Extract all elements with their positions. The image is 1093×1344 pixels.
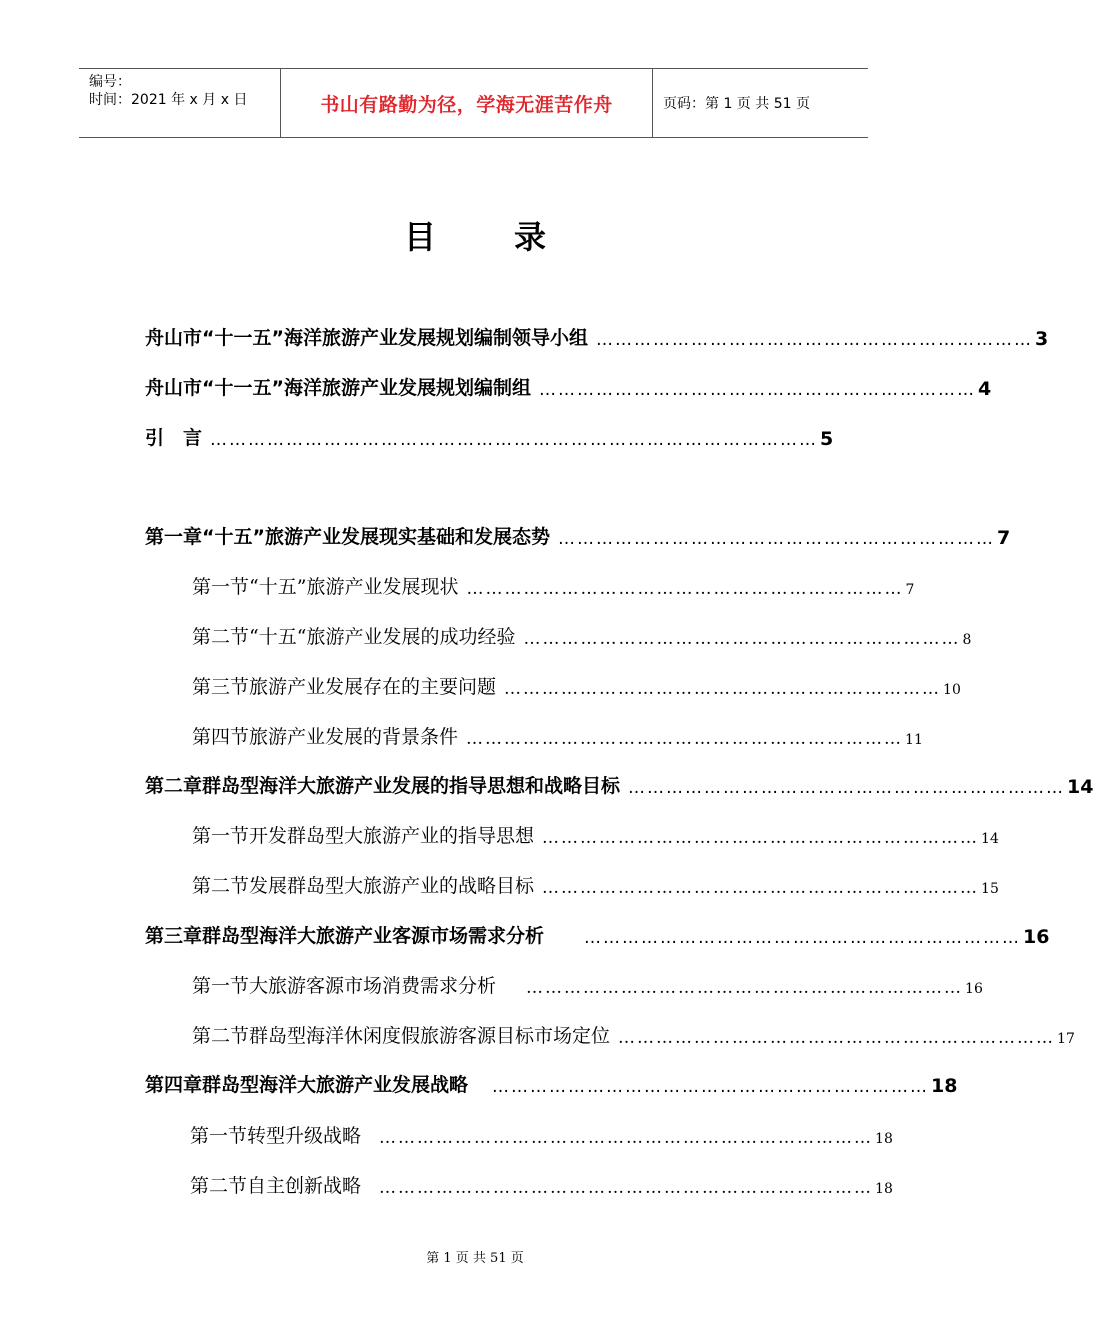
toc-chapter: 第二章: [145, 775, 203, 797]
toc-label: 自主创新战略: [247, 1175, 362, 1197]
toc-label: 群岛型海洋大旅游产业发展战略: [202, 1074, 469, 1096]
toc-label: 舟山市“十一五”海洋旅游产业发展规划编制组: [145, 377, 531, 399]
page-label: 页码：第 1 页 共 51 页: [663, 96, 810, 112]
toc-section: 第二节: [192, 875, 250, 897]
toc-leader: ……………………………………………………………: [466, 729, 904, 749]
toc-leader: ……………………………………………………………: [466, 579, 904, 599]
toc-label: 发展群岛型大旅游产业的战略目标: [249, 875, 535, 897]
number-label: 编号：: [89, 74, 131, 90]
header-info: [79, 69, 281, 137]
toc-leader: ……………………………………………………………………: [379, 1128, 874, 1148]
toc-label: 大旅游客源市场消费需求分析: [249, 975, 497, 997]
toc-leader: ……………………………………………………………: [538, 380, 976, 400]
toc-section: 第二节: [190, 1175, 248, 1197]
toc-label: “十五”旅游产业发展现状: [249, 576, 459, 598]
toc-page: 8: [962, 632, 972, 648]
toc-chapter: 第三章: [145, 925, 203, 947]
toc-label: 群岛型海洋休闲度假旅游客源目标市场定位: [249, 1025, 611, 1047]
toc-entry[interactable]: [145, 521, 1011, 549]
toc-entry[interactable]: [192, 571, 915, 599]
header-motto: [281, 69, 653, 137]
toc-section: 第一节: [192, 975, 250, 997]
header-table: [79, 68, 868, 138]
toc-page: 15: [981, 881, 999, 897]
toc-page: 17: [1057, 1031, 1075, 1047]
toc-entry[interactable]: [145, 322, 1049, 350]
toc-leader: ……………………………………………………………: [526, 978, 964, 998]
time-label: 时间：2021 年 x 月 x 日: [89, 92, 248, 108]
toc-leader: ……………………………………………………………: [618, 1028, 1056, 1048]
toc-entry[interactable]: [192, 671, 961, 699]
toc-label: 引 言: [145, 427, 203, 449]
toc-section: 第四节: [192, 726, 250, 748]
toc-entry[interactable]: [192, 621, 972, 649]
toc-label: 旅游产业发展存在的主要问题: [249, 676, 497, 698]
toc-leader: ……………………………………………………………: [492, 1077, 930, 1097]
toc-label: 开发群岛型大旅游产业的指导思想: [249, 825, 535, 847]
toc-page: 11: [905, 732, 923, 748]
toc-entry[interactable]: [145, 422, 834, 450]
toc-section: 第二节: [192, 1025, 250, 1047]
toc-leader: ……………………………………………………………: [628, 778, 1066, 798]
motto-text: 书山有路勤为径，学海无涯苦作舟: [320, 93, 613, 116]
document-title: 目录: [403, 218, 624, 256]
toc-page: 14: [981, 831, 999, 847]
toc-page: 16: [965, 981, 983, 997]
toc-entry[interactable]: [190, 1120, 893, 1148]
toc-leader: ……………………………………………………………: [523, 629, 961, 649]
header-page: [653, 69, 868, 137]
toc-page: 10: [943, 682, 961, 698]
toc-section: 第一节: [192, 825, 250, 847]
toc-entry[interactable]: [192, 721, 923, 749]
toc-entry[interactable]: [192, 820, 999, 848]
toc-entry[interactable]: [190, 1170, 893, 1198]
toc-leader: ……………………………………………………………: [504, 679, 942, 699]
toc-label: 舟山市“十一五”海洋旅游产业发展规划编制领导小组: [145, 327, 588, 349]
toc-entry[interactable]: [145, 920, 1050, 948]
toc-leader: ……………………………………………………………………………………: [210, 430, 819, 450]
toc-page: 7: [905, 582, 915, 598]
toc-entry[interactable]: [145, 1069, 958, 1097]
page-footer: 第 1 页 共 51 页: [426, 1251, 524, 1266]
toc-page: 16: [1023, 926, 1050, 948]
toc-page: 18: [875, 1181, 893, 1197]
toc-page: 4: [977, 378, 992, 400]
toc-label: “十五”旅游产业发展现实基础和发展态势: [202, 526, 550, 548]
toc-label: 转型升级战略: [247, 1125, 362, 1147]
toc-label: 群岛型海洋大旅游产业客源市场需求分析: [202, 925, 545, 947]
toc-label: 群岛型海洋大旅游产业发展的指导思想和战略目标: [202, 775, 621, 797]
toc-leader: ……………………………………………………………: [595, 330, 1033, 350]
toc-page: 3: [1034, 328, 1049, 350]
toc-entry[interactable]: [145, 770, 1093, 798]
toc-label: “十五“旅游产业发展的成功经验: [249, 626, 516, 648]
toc-leader: ……………………………………………………………………: [379, 1178, 874, 1198]
toc-label: 旅游产业发展的背景条件: [249, 726, 459, 748]
toc-entry[interactable]: [192, 1020, 1075, 1048]
toc-leader: ……………………………………………………………: [542, 828, 980, 848]
toc-chapter: 第四章: [145, 1074, 203, 1096]
toc-page: 18: [931, 1075, 958, 1097]
toc-page: 5: [820, 428, 834, 450]
toc-section: 第一节: [192, 576, 250, 598]
toc-chapter: 第一章: [145, 526, 203, 548]
toc-page: 14: [1067, 776, 1093, 798]
toc-leader: ……………………………………………………………: [542, 878, 980, 898]
toc-entry[interactable]: [192, 870, 999, 898]
toc-section: 第一节: [190, 1125, 248, 1147]
toc-page: 7: [997, 527, 1011, 549]
toc-section: 第三节: [192, 676, 250, 698]
toc-leader: ……………………………………………………………: [584, 928, 1022, 948]
toc-entry[interactable]: [145, 372, 992, 400]
toc-section: 第二节: [192, 626, 250, 648]
toc-page: 18: [875, 1131, 893, 1147]
toc-leader: ……………………………………………………………: [558, 529, 995, 549]
toc-entry[interactable]: [192, 970, 983, 998]
